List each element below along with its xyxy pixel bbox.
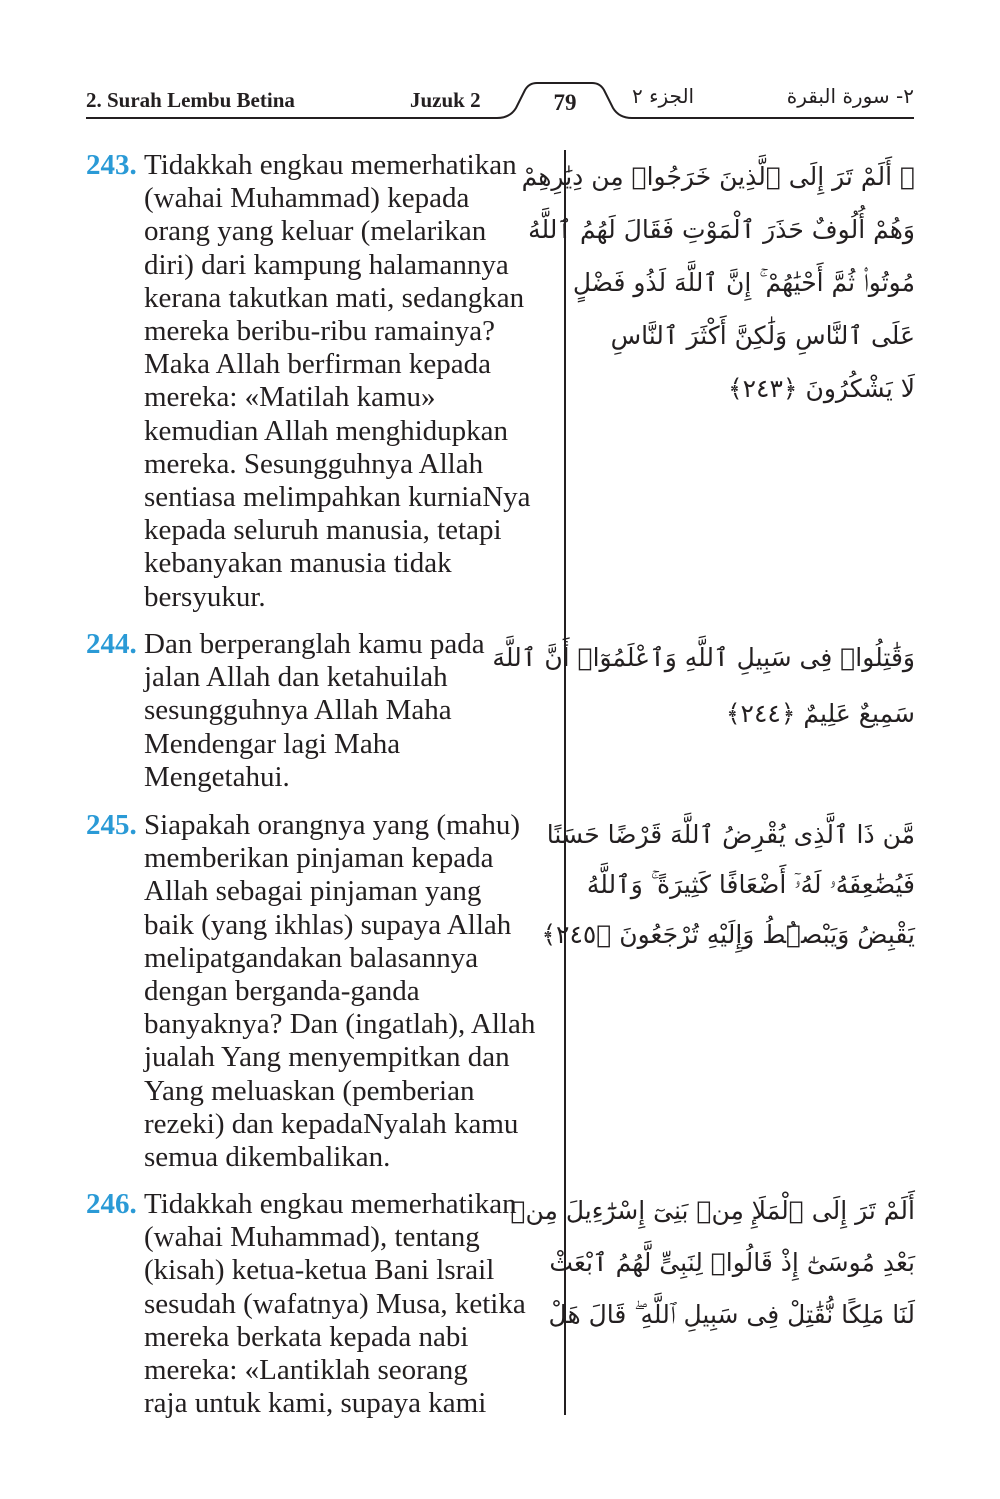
translation-line: kebanyakan manusia tidak	[144, 547, 452, 580]
translation-line: mereka beribu-ribu ramainya?	[144, 315, 496, 348]
translation-line: baik (yang ikhlas) supaya Allah	[144, 908, 512, 941]
juz-arabic-label: الجزء ٢	[632, 84, 695, 108]
translation-line: (wahai Muhammad) kepada	[144, 182, 470, 215]
verse-arabic-243	[521, 150, 915, 415]
translation-line: rezeki) dan kepadaNyalah kamu	[144, 1107, 519, 1140]
translation-line: orang yang keluar (melarikan	[144, 215, 487, 248]
translation-line: Mengetahui.	[144, 760, 290, 793]
arabic-line: بَعْدِ مُوسَىٰٓ إِذْ قَالُوا۟ لِنَبِىٍّ لَّهُمُ ٱبْعَثْ	[549, 1248, 915, 1277]
arabic-line: أَلَمْ تَرَ إِلَى ٱلْمَلَإِ مِنۢ بَنِىٓ إِسْرَٰٓءِيلَ مِنۢ	[510, 1196, 915, 1225]
translation-line: raja untuk kami, supaya kami	[144, 1387, 487, 1420]
surah-arabic-title: ٢- سورة البقرة	[786, 84, 914, 108]
verse-arabic-245	[541, 810, 915, 960]
translation-line: kepada seluruh manusia, tetapi	[144, 514, 502, 547]
translation-line: jalan Allah dan ketahuilah	[144, 661, 448, 694]
arabic-line: ۞ أَلَمْ تَرَ إِلَى ٱلَّذِينَ خَرَجُوا۟ مِن دِيَٰرِهِمْ	[521, 162, 915, 191]
verse-number-243: 243.	[86, 149, 137, 181]
arabic-line: لَنَا مَلِكًا نُّقَٰتِلْ فِى سَبِيلِ ٱللَّهِ ۖ قَالَ هَلْ	[548, 1300, 915, 1329]
verse-number-246: 246.	[86, 1188, 137, 1220]
translation-line: jualah Yang menyempitkan dan	[144, 1041, 510, 1074]
translation-line: (kisah) ketua-ketua Bani lsrail	[144, 1254, 495, 1287]
translation-line: Siapakah orangnya yang (mahu)	[144, 809, 521, 841]
arabic-line: عَلَى ٱلنَّاسِ وَلَٰكِنَّ أَكْثَرَ ٱلنَّاسِ	[610, 321, 915, 350]
translation-line: sesungguhnya Allah Maha	[144, 694, 452, 727]
translation-line: kemudian Allah menghidupkan	[144, 414, 509, 447]
verse-translation-243	[144, 149, 554, 614]
arabic-line: يَقْبِضُ وَيَبْصُۜطُ وَإِلَيْهِ تُرْجَعُونَ ﴿٢٤٥﴾	[541, 920, 915, 949]
translation-line: mereka berkata kepada nabi	[144, 1320, 469, 1353]
arabic-line: سَمِيعٌ عَلِيمٌ ﴿٢٤٤﴾	[725, 699, 915, 728]
translation-line: diri) dari kampung halamannya	[144, 248, 509, 281]
translation-line: Maka Allah berfirman kepada	[144, 348, 492, 381]
translation-line: (wahai Muhammad), tentang	[144, 1221, 480, 1254]
translation-line: mereka: «Lantiklah seorang	[144, 1354, 468, 1387]
translation-line: bersyukur.	[144, 580, 266, 613]
verse-number-245: 245.	[86, 809, 137, 841]
translation-line: melipatgandakan balasannya	[144, 941, 479, 974]
translation-line: Yang meluaskan (pemberian	[144, 1074, 475, 1107]
translation-line: sentiasa melimpahkan kurniaNya	[144, 481, 531, 514]
verse-translation-245	[144, 809, 554, 1174]
translation-line: Mendengar lagi Maha	[144, 727, 401, 760]
arabic-line: فَيُضَٰعِفَهُۥ لَهُۥٓ أَضْعَافًا كَثِيرَةً ۚ وَٱللَّهُ	[586, 870, 915, 899]
translation-line: Tidakkah engkau memerhatikan	[144, 149, 517, 181]
page-header	[0, 0, 1000, 130]
arabic-line: وَهُمْ أُلُوفٌ حَذَرَ ٱلْمَوْتِ فَقَالَ لَهُمُ ٱللَّهُ	[528, 215, 915, 244]
arabic-line: وَقَٰتِلُوا۟ فِى سَبِيلِ ٱللَّهِ وَٱعْلَمُوٓا۟ أَنَّ ٱللَّهَ	[492, 643, 915, 672]
translation-line: sesudah (wafatnya) Musa, ketika	[144, 1287, 526, 1320]
verse-arabic-244	[492, 630, 915, 742]
translation-line: banyaknya? Dan (ingatlah), Allah	[144, 1008, 536, 1041]
verse-arabic-246	[510, 1185, 915, 1341]
translation-line: dengan berganda-ganda	[144, 975, 420, 1008]
translation-line: Dan berperanglah kamu pada	[144, 628, 485, 660]
juzuk-label: Juzuk 2	[410, 88, 481, 112]
verse-translation-246	[144, 1188, 554, 1420]
arabic-line: لَا يَشْكُرُونَ ﴿٢٤٣﴾	[727, 374, 915, 403]
translation-line: semua dikembalikan.	[144, 1141, 391, 1174]
arabic-line: مُوتُوا۟ ثُمَّ أَحْيَٰهُمْ ۚ إِنَّ ٱللَّهَ لَذُو فَضْلٍ	[572, 268, 915, 297]
arabic-line: مَّن ذَا ٱلَّذِى يُقْرِضُ ٱللَّهَ قَرْضًا حَسَنًا	[546, 820, 915, 849]
translation-line: memberikan pinjaman kepada	[144, 842, 494, 875]
surah-title: 2. Surah Lembu Betina	[86, 88, 295, 112]
translation-line: Tidakkah engkau memerhatikan	[144, 1188, 517, 1220]
translation-line: Allah sebagai pinjaman yang	[144, 875, 482, 908]
verse-number-244: 244.	[86, 628, 137, 660]
page-number: 79	[553, 90, 577, 115]
translation-line: kerana takutkan mati, sedangkan	[144, 281, 525, 314]
translation-line: mereka. Sesungguhnya Allah	[144, 447, 484, 480]
translation-line: mereka: «Matilah kamu»	[144, 381, 436, 414]
